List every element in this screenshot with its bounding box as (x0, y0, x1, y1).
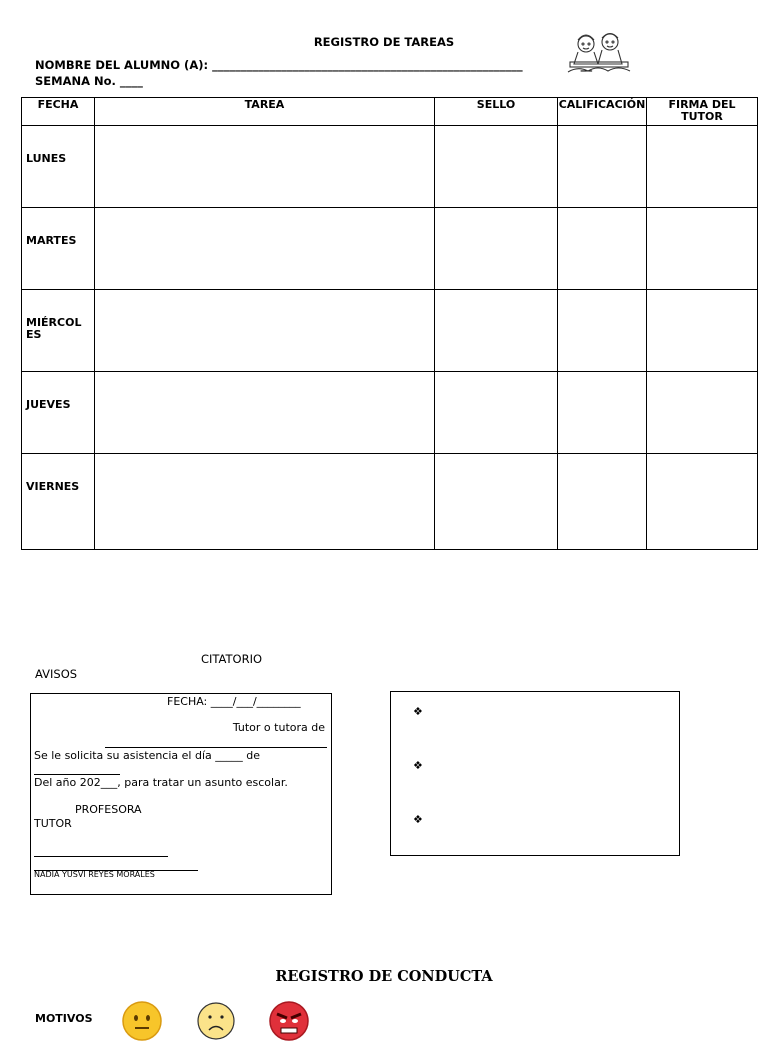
citation-year: Del año 202___, para tratar un asunto escolar. (34, 776, 288, 789)
tutor-name-line (105, 747, 327, 748)
citation-tutor-of: Tutor o tutora de (232, 721, 325, 734)
table-row (22, 290, 758, 372)
column-header-tutor-signature: FIRMA DEL TUTOR (647, 98, 758, 126)
grade-cell[interactable] (558, 454, 647, 550)
student-name-tail: __ (580, 58, 593, 72)
teacher-name: NADIA YUSVI REYES MORALES (34, 870, 155, 879)
stamp-cell[interactable] (435, 126, 558, 208)
signature-cell[interactable] (647, 372, 758, 454)
grade-cell[interactable] (558, 208, 647, 290)
kids-studying-icon (566, 30, 632, 76)
teacher-label: PROFESORA (75, 803, 142, 816)
student-name-line (35, 58, 592, 72)
conduct-title: REGISTRO DE CONDUCTA (275, 968, 493, 985)
document-title: REGISTRO DE TAREAS (313, 35, 455, 49)
grade-cell[interactable] (558, 290, 647, 372)
day-cell: VIERNES (22, 454, 95, 550)
grade-cell[interactable] (558, 372, 647, 454)
column-header-task: TAREA (95, 98, 435, 126)
angry-face-icon (268, 1000, 310, 1042)
task-cell[interactable] (95, 126, 435, 208)
notice-bullet-icon: ❖ (413, 705, 423, 718)
table-row (22, 454, 758, 550)
signature-cell[interactable] (647, 290, 758, 372)
column-header-stamp: SELLO (435, 98, 558, 126)
signature-cell[interactable] (647, 126, 758, 208)
sad-face-icon (195, 1000, 237, 1042)
task-cell[interactable] (95, 208, 435, 290)
reasons-label: MOTIVOS (35, 1012, 93, 1025)
task-cell[interactable] (95, 454, 435, 550)
citation-request: Se le solicita su asistencia el día _____ de (34, 749, 260, 762)
grade-cell[interactable] (558, 126, 647, 208)
student-name-label: NOMBRE DEL ALUMNO (A): ______________________________________________________ (35, 58, 523, 72)
signature-cell[interactable] (647, 454, 758, 550)
table-header-row (22, 98, 758, 126)
column-header-date: FECHA (22, 98, 95, 126)
day-cell: JUEVES (22, 372, 95, 454)
table-row (22, 126, 758, 208)
citation-box (30, 693, 332, 895)
week-number-line: SEMANA No. ____ (35, 74, 143, 88)
signature-cell[interactable] (647, 208, 758, 290)
citation-title: CITATORIO (201, 652, 263, 666)
table-row (22, 208, 758, 290)
neutral-face-icon (121, 1000, 163, 1042)
tasks-table (21, 97, 758, 550)
day-cell: LUNES (22, 126, 95, 208)
task-cell[interactable] (95, 372, 435, 454)
day-cell: MARTES (22, 208, 95, 290)
notices-label: AVISOS (35, 667, 78, 681)
citation-date: FECHA: ____/___/________ (167, 695, 301, 708)
notice-bullet-icon: ❖ (413, 759, 423, 772)
tutor-label: TUTOR (34, 817, 72, 830)
day-cell: MIÉRCOLES (22, 290, 95, 372)
stamp-cell[interactable] (435, 372, 558, 454)
day-line (34, 774, 120, 775)
stamp-cell[interactable] (435, 208, 558, 290)
column-header-grade: CALIFICACIÓN (558, 98, 647, 126)
tutor-signature-line (34, 856, 168, 857)
notices-box (390, 691, 680, 856)
task-cell[interactable] (95, 290, 435, 372)
stamp-cell[interactable] (435, 454, 558, 550)
stamp-cell[interactable] (435, 290, 558, 372)
notice-bullet-icon: ❖ (413, 813, 423, 826)
table-row (22, 372, 758, 454)
